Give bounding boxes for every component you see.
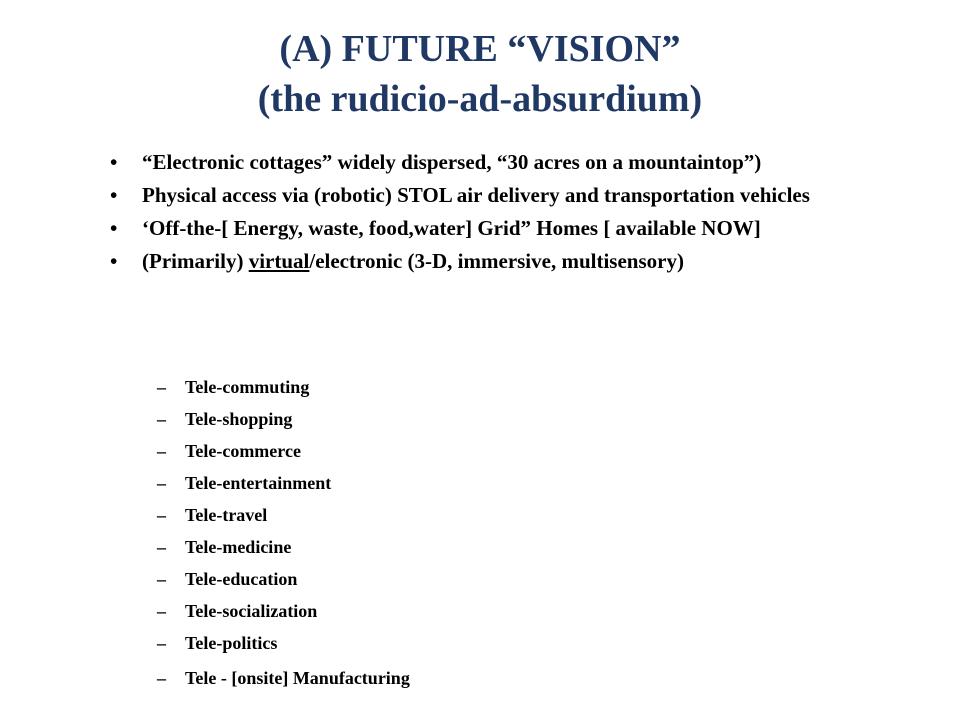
sub-item (157, 439, 410, 471)
dash-icon: – (157, 537, 166, 557)
bullet-text: Physical access via (robotic) STOL air delivery and transportation vehicles (142, 183, 810, 207)
bullet-text-suffix: /electronic (3-D, immersive, multisensory) (309, 249, 684, 273)
sub-item (157, 631, 410, 663)
sub-item-text: Tele - [onsite] Manufacturing (185, 668, 410, 688)
dash-icon: – (157, 505, 166, 525)
sub-item-text: Tele-commuting (185, 377, 310, 397)
sub-item (157, 407, 410, 439)
bullet-item-physical-access (110, 183, 910, 207)
dash-icon: – (157, 473, 166, 493)
dash-icon: – (157, 601, 166, 621)
sub-item-text: Tele-travel (185, 505, 268, 525)
slide-title-line-1: (A) FUTURE “VISION” (279, 28, 681, 70)
slide-title-line-2: (the rudicio-ad-absurdium) (257, 78, 703, 120)
sub-item-text: Tele-medicine (185, 537, 292, 557)
bullet-item-off-the-grid (110, 216, 910, 240)
slide-title (0, 24, 960, 124)
sub-item (157, 503, 410, 535)
sub-item-text: Tele-entertainment (185, 473, 332, 493)
bullet-item-electronic-cottages (110, 150, 910, 174)
dash-icon: – (157, 569, 166, 589)
dash-icon: – (157, 409, 166, 429)
dash-icon: – (157, 441, 166, 461)
dash-icon: – (157, 377, 166, 397)
bullet-text: “Electronic cottages” widely dispersed, “30 acres on a mountaintop”) (142, 150, 762, 174)
sub-item-text: Tele-shopping (185, 409, 293, 429)
dash-icon: – (157, 668, 166, 688)
sub-item-text: Tele-politics (185, 633, 278, 653)
bullet-text: ‘Off-the-[ Energy, waste, food,water] Grid” Homes [ available NOW] (142, 216, 761, 240)
bullet-icon: • (110, 183, 118, 207)
bullet-icon: • (110, 249, 118, 273)
sub-item (157, 666, 410, 698)
sub-item (157, 599, 410, 631)
sub-item (157, 567, 410, 599)
bullet-text-underlined: virtual (248, 249, 310, 273)
bullet-text-prefix: (Primarily) (142, 249, 249, 273)
bullet-icon: • (110, 216, 118, 240)
sub-item-text: Tele-commerce (185, 441, 301, 461)
sub-item-text: Tele-education (185, 569, 298, 589)
bullet-item-virtual-electronic (110, 249, 910, 273)
sub-item (157, 471, 410, 503)
bullet-list (110, 150, 910, 282)
sub-item (157, 535, 410, 567)
sub-item-text: Tele-socialization (185, 601, 318, 621)
sub-bullet-list (157, 375, 410, 698)
dash-icon: – (157, 633, 166, 653)
bullet-icon: • (110, 150, 118, 174)
sub-item (157, 375, 410, 407)
